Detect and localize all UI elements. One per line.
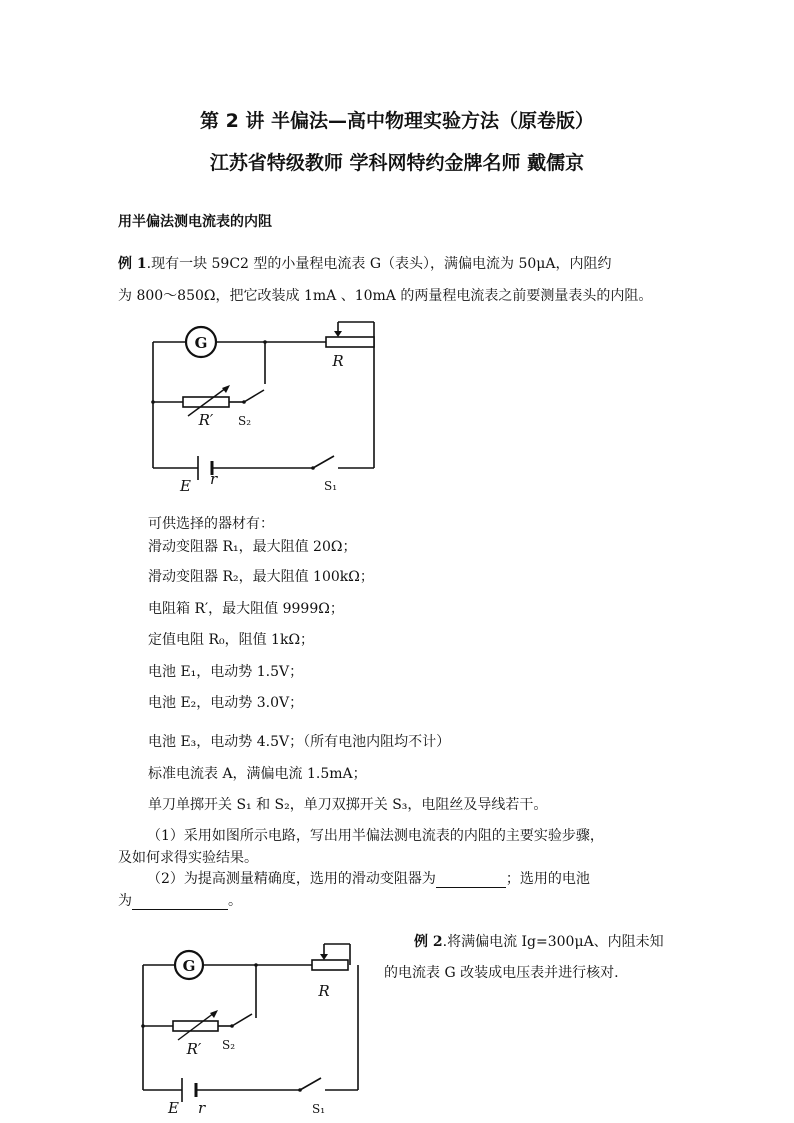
rheostat-label: R: [332, 352, 344, 370]
page-title: 第 2 讲 半偏法—高中物理实验方法（原卷版）: [199, 110, 595, 132]
example2-text1: .将满偏电流 Ig=300μA、内阻未知: [442, 934, 664, 950]
question1-line1: （1）采用如图所示电路，写出用半偏法测电流表的内阻的主要实验步骤，: [147, 828, 604, 844]
rheostat-symbol: [326, 331, 374, 370]
galvanometer-label: G: [194, 334, 208, 352]
galvanometer-symbol: [186, 327, 216, 357]
galvanometer-label-2: G: [182, 957, 196, 975]
equipment-item: 电池 E₃，电动势 4.5V；（所有电池内阻均不计）: [148, 734, 451, 750]
battery-emf-label-2: E: [168, 1099, 179, 1117]
battery-symbol-2: [167, 1078, 206, 1117]
switch2-label: S₂: [238, 414, 252, 428]
equipment-item: 单刀单掷开关 S₁ 和 S₂，单刀双掷开关 S₃，电阻丝及导线若干。: [148, 797, 548, 813]
equipment-intro: 可供选择的器材有：: [148, 516, 274, 532]
rheostat-label-2: R: [318, 982, 330, 1000]
resistor-box-label-2: R′: [186, 1040, 202, 1058]
answer-blank-battery[interactable]: [132, 895, 228, 910]
equipment-item: 滑动变阻器 R₁，最大阻值 20Ω；: [148, 539, 357, 555]
example2-label: 例 2: [414, 934, 443, 950]
example1-label: 例 1: [118, 256, 147, 272]
circuit-diagram-2: [128, 938, 378, 1118]
equipment-item: 电阻箱 R′，最大阻值 9999Ω；: [148, 601, 344, 617]
page-subtitle: 江苏省特级教师 学科网特约金牌名师 戴儒京: [209, 152, 585, 174]
switch2-label-2: S₂: [222, 1038, 236, 1052]
circuit-diagram-1: [138, 318, 388, 498]
question2-line1: （2）为提高测量精确度，选用的滑动变阻器为 ；选用的电池: [147, 871, 590, 887]
question1-line2: 及如何求得实验结果。: [118, 850, 258, 866]
resistor-box-symbol: [183, 385, 230, 429]
example2-line1: [414, 931, 664, 951]
example1-line1: [118, 253, 612, 273]
galvanometer-symbol-2: [175, 951, 203, 979]
equipment-item: 定值电阻 R₀，阻值 1kΩ；: [148, 632, 315, 648]
resistor-box-label: R′: [198, 411, 214, 429]
example2-line2: 的电流表 G 改装成电压表并进行核对.: [384, 965, 619, 981]
battery-emf-label: E: [180, 477, 191, 495]
switch1-label: S₁: [324, 479, 338, 493]
resistor-box-symbol-2: [173, 1010, 218, 1058]
battery-r-label-2: r: [198, 1099, 206, 1117]
question2-line2: 为 。: [118, 893, 242, 909]
equipment-item: 滑动变阻器 R₂，最大阻值 100kΩ；: [148, 569, 374, 585]
example1-line2: 为 800～850Ω，把它改装成 1mA 、10mA 的两量程电流表之前要测量表头的内阻。: [118, 288, 653, 304]
switch1-label-2: S₁: [312, 1102, 326, 1116]
equipment-item: 电池 E₂，电动势 3.0V；: [148, 695, 304, 711]
battery-symbol: [179, 456, 218, 495]
example1-text1: .现有一块 59C2 型的小量程电流表 G（表头），满偏电流为 50μA，内阻约: [146, 256, 612, 272]
answer-blank-rheostat[interactable]: [436, 873, 506, 888]
equipment-item: 标准电流表 A，满偏电流 1.5mA；: [148, 766, 367, 782]
battery-r-label: r: [210, 470, 218, 488]
equipment-item: 电池 E₁，电动势 1.5V；: [148, 664, 304, 680]
section-title: 用半偏法测电流表的内阻: [118, 214, 272, 230]
rheostat-symbol-2: [312, 954, 348, 1000]
